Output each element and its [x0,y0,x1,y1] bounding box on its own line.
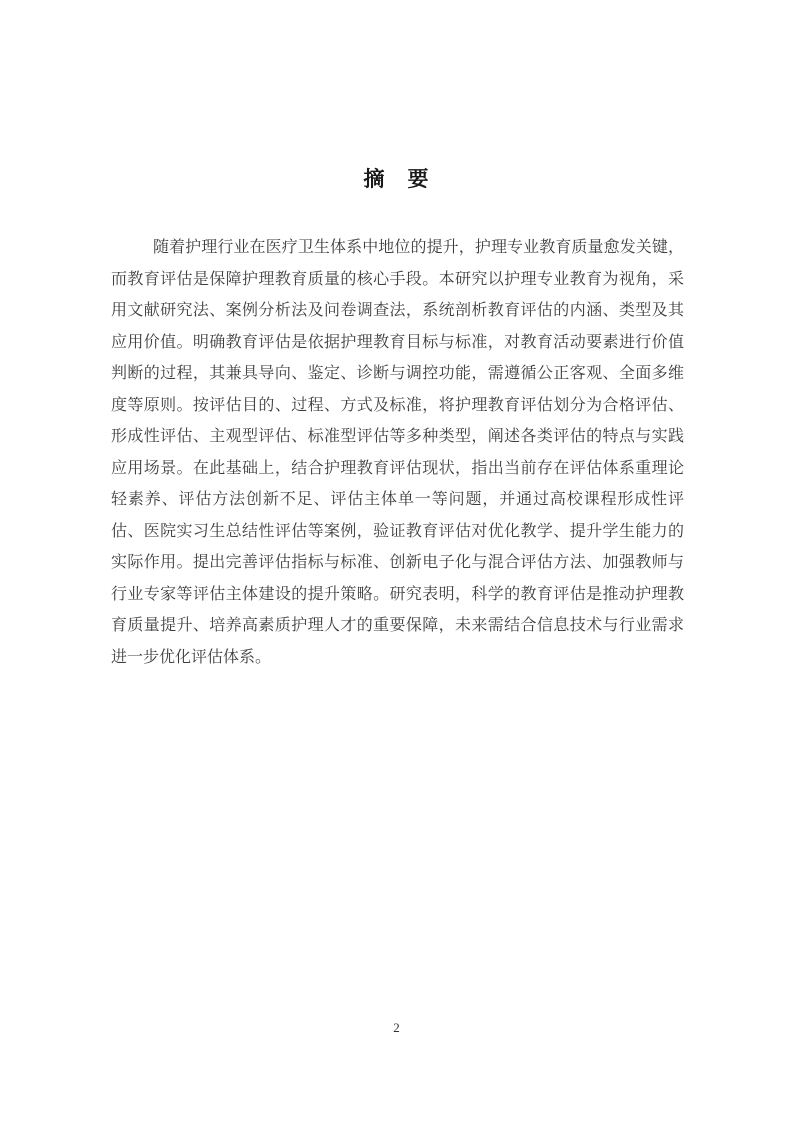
abstract-title: 摘 要 [363,167,430,191]
abstract-paragraph: 随着护理行业在医疗卫生体系中地位的提升，护理专业教育质量愈发关键，而教育评估是保障护理教育质量的核心手段。本研究以护理专业教育为视角，采用文献研究法、案例分析法及问卷调查法，系统剖析教育评估的内涵、类型及其应用价值。明确教育评估是依据护理教育目标与标准，对教育活动要素进行价值判断的过程，其兼具导向、鉴定、诊断与调控功能，需遵循公正客观、全面多维度等原则。按评估目的、过程、方式及标准，将护理教育评估划分为合格评估、形成性评估、主观型评估、标准型评估等多种类型，阐述各类评估的特点与实践应用场景。在此基础上，结合护理教育评估现状，指出当前存在评估体系重理论轻素养、评估方法创新不足、评估主体单一等问题，并通过高校课程形成性评估、医院实习生总结性评估等案例，验证教育评估对优化教学、提升学生能力的实际作用。提出完善评估指标与标准、创新电子化与混合评估方法、加强教师与行业专家等评估主体建设的提升策略。研究表明，科学的教育评估是推动护理教育质量提升、培养高素质护理人才的重要保障，未来需结合信息技术与行业需求进一步优化评估体系。 [111,239,684,666]
page-number: 2 [393,1020,400,1035]
